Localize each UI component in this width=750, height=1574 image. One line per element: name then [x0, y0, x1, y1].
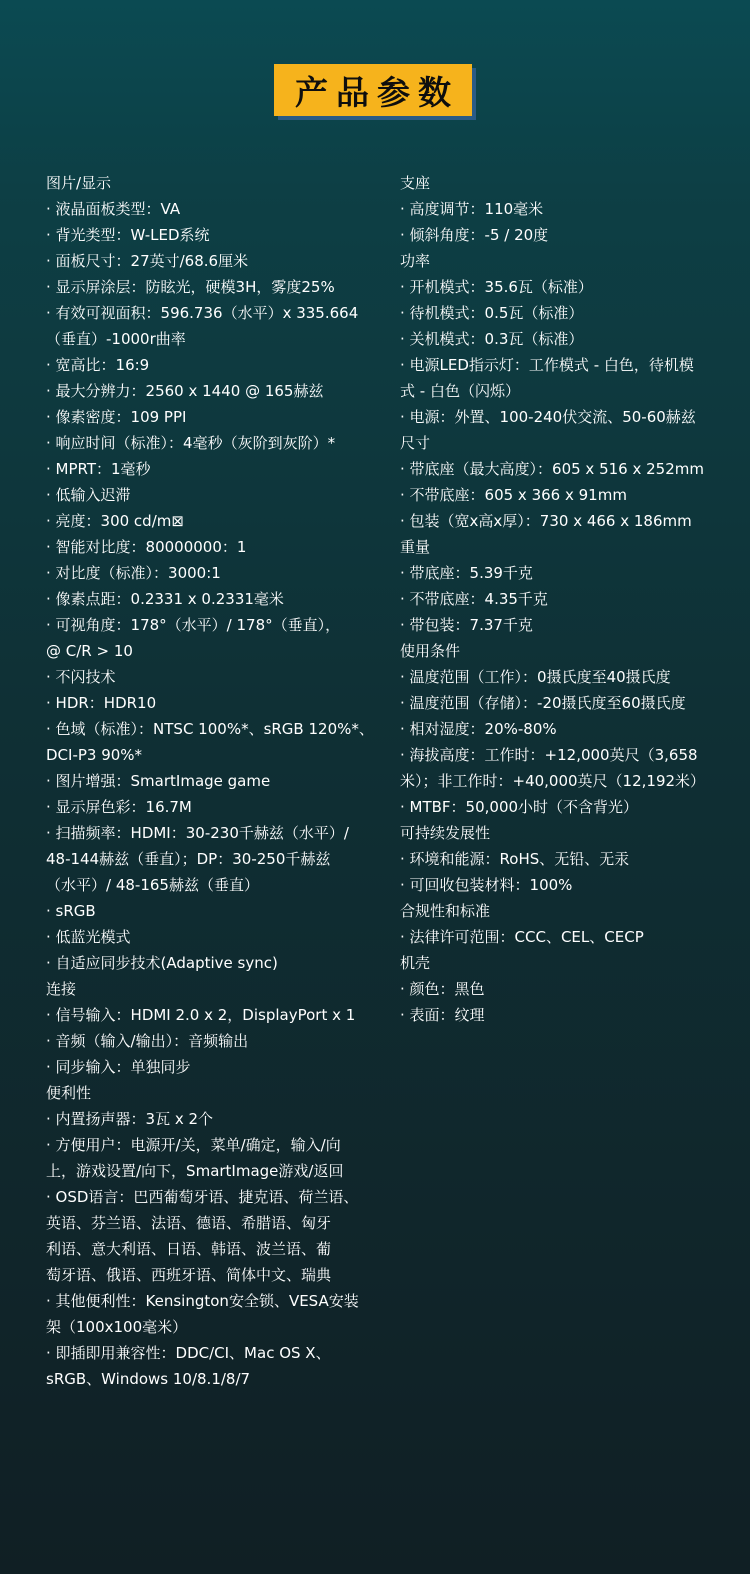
title-badge [274, 64, 476, 120]
spec-line: 利语、意大利语、日语、韩语、波兰语、葡 [46, 1240, 332, 1258]
spec-item: · 开机模式：35.6瓦（标准） [400, 278, 593, 296]
spec-item: · 扫描频率：HDMI：30-230千赫兹（水平）/ [46, 824, 349, 842]
spec-column-left [46, 170, 386, 1392]
spec-item: · 不闪技术 [46, 668, 116, 686]
spec-item: · 不带底座：605 x 366 x 91mm [400, 486, 627, 504]
spec-line: 上，游戏设置/向下，SmartImage游戏/返回 [46, 1162, 344, 1180]
spec-item: · 电源LED指示灯：工作模式 - 白色，待机模 [400, 356, 694, 374]
spec-item: · 温度范围（工作）：0摄氏度至40摄氏度 [400, 668, 671, 686]
spec-line: 重量 [400, 538, 431, 556]
spec-item: · 智能对比度：80000000：1 [46, 538, 247, 556]
spec-item: · 信号输入：HDMI 2.0 x 2，DisplayPort x 1 [46, 1006, 356, 1024]
spec-item: · 可回收包装材料：100% [400, 876, 573, 894]
spec-line: 使用条件 [400, 642, 461, 660]
spec-item: · 包装（宽x高x厚）：730 x 466 x 186mm [400, 512, 692, 530]
spec-item: · 液晶面板类型：VA [46, 200, 181, 218]
spec-line: 合规性和标准 [400, 902, 491, 920]
spec-item: · 音频（输入/输出）：音频输出 [46, 1032, 249, 1050]
spec-item: · 可视角度：178°（水平）/ 178°（垂直）， [46, 616, 341, 634]
spec-item: · 相对湿度：20%-80% [400, 720, 557, 738]
spec-item: · 高度调节：110毫米 [400, 200, 544, 218]
spec-item: · 像素密度：109 PPI [46, 408, 187, 426]
spec-item: · 自适应同步技术(Adaptive sync) [46, 954, 278, 972]
spec-line: DCI-P3 90%* [46, 746, 143, 764]
spec-line: （水平）/ 48-165赫兹（垂直） [46, 876, 259, 894]
spec-item: · 其他便利性：Kensington安全锁、VESA安装 [46, 1292, 359, 1310]
spec-item: · 方便用户：电源开/关，菜单/确定，输入/向 [46, 1136, 341, 1154]
page-title: 产品参数 [274, 64, 472, 116]
spec-item: · 带包装：7.37千克 [400, 616, 533, 634]
spec-item: · 显示屏涂层：防眩光，硬模3H，雾度25% [46, 278, 335, 296]
spec-line: 架（100x100毫米） [46, 1318, 188, 1336]
spec-line: 图片/显示 [46, 174, 112, 192]
spec-item: · 最大分辨力：2560 x 1440 @ 165赫兹 [46, 382, 324, 400]
spec-line: 48-144赫兹（垂直）；DP：30-250千赫兹 [46, 850, 331, 868]
spec-item: · 显示屏色彩：16.7M [46, 798, 192, 816]
spec-line: 可持续发展性 [400, 824, 491, 842]
spec-line: 英语、芬兰语、法语、德语、希腊语、匈牙 [46, 1214, 332, 1232]
spec-item: · 环境和能源：RoHS、无铅、无汞 [400, 850, 630, 868]
spec-item: · 不带底座：4.35千克 [400, 590, 548, 608]
spec-line: 连接 [46, 980, 77, 998]
spec-item: · 内置扬声器：3瓦 x 2个 [46, 1110, 214, 1128]
spec-item: · 关机模式：0.3瓦（标准） [400, 330, 584, 348]
spec-line: 式 - 白色（闪烁） [400, 382, 520, 400]
spec-line: 萄牙语、俄语、西班牙语、简体中文、瑞典 [46, 1266, 332, 1284]
spec-item: · 低蓝光模式 [46, 928, 131, 946]
spec-item: · 宽高比：16:9 [46, 356, 150, 374]
spec-item: · 待机模式：0.5瓦（标准） [400, 304, 584, 322]
spec-item: · 亮度：300 cd/m⊠ [46, 512, 184, 530]
spec-item: · 面板尺寸：27英寸/68.6厘米 [46, 252, 249, 270]
spec-item: · HDR：HDR10 [46, 694, 157, 712]
spec-line: 便利性 [46, 1084, 92, 1102]
spec-item: · 温度范围（存储）：-20摄氏度至60摄氏度 [400, 694, 686, 712]
spec-item: · 低输入迟滞 [46, 486, 131, 504]
spec-item: · 电源：外置、100-240伏交流、50-60赫兹 [400, 408, 696, 426]
spec-item: · 对比度（标准）：3000:1 [46, 564, 221, 582]
spec-item: · 带底座（最大高度）：605 x 516 x 252mm [400, 460, 704, 478]
spec-item: · 色域（标准）：NTSC 100%*、sRGB 120%*、 [46, 720, 374, 738]
spec-item: · 颜色：黑色 [400, 980, 485, 998]
spec-item: · 法律许可范围：CCC、CEL、CECP [400, 928, 644, 946]
spec-item: · 带底座：5.39千克 [400, 564, 533, 582]
spec-item: · 倾斜角度：-5 / 20度 [400, 226, 549, 244]
spec-line: 尺寸 [400, 434, 431, 452]
spec-item: · 像素点距：0.2331 x 0.2331毫米 [46, 590, 284, 608]
spec-item: · sRGB [46, 902, 96, 920]
spec-line: 米）；非工作时：+40,000英尺（12,192米） [400, 772, 706, 790]
spec-line: @ C/R > 10 [46, 642, 133, 660]
spec-line: 支座 [400, 174, 431, 192]
spec-item: · 表面：纹理 [400, 1006, 485, 1024]
spec-item: · 即插即用兼容性：DDC/CI、Mac OS X、 [46, 1344, 331, 1362]
spec-line: 功率 [400, 252, 431, 270]
spec-item: · 有效可视面积：596.736（水平）x 335.664 [46, 304, 359, 322]
spec-item: · OSD语言：巴西葡萄牙语、捷克语、荷兰语、 [46, 1188, 359, 1206]
spec-line: sRGB、Windows 10/8.1/8/7 [46, 1370, 251, 1388]
spec-item: · 图片增强：SmartImage game [46, 772, 271, 790]
spec-item: · MTBF：50,000小时（不含背光） [400, 798, 639, 816]
spec-item: · 同步输入：单独同步 [46, 1058, 191, 1076]
spec-item: · 响应时间（标准）：4毫秒（灰阶到灰阶）* [46, 434, 336, 452]
spec-item: · 海拔高度：工作时：+12,000英尺（3,658 [400, 746, 698, 764]
spec-line: （垂直）-1000r曲率 [46, 330, 186, 348]
spec-column-right [400, 170, 730, 1028]
spec-line: 机壳 [400, 954, 431, 972]
spec-item: · 背光类型：W-LED系统 [46, 226, 210, 244]
spec-item: · MPRT：1毫秒 [46, 460, 151, 478]
